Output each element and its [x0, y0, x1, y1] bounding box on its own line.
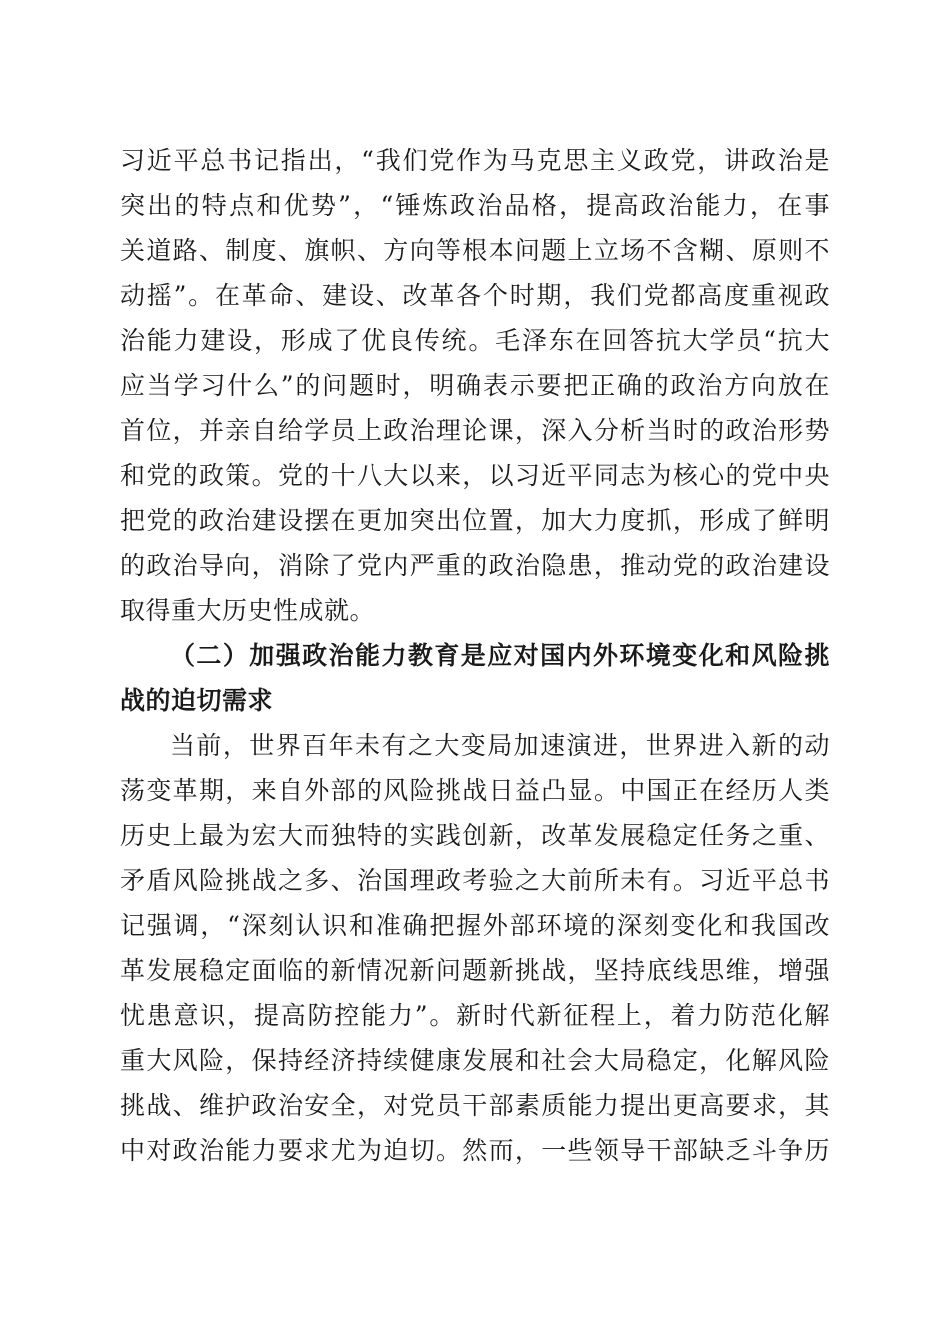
paragraph-1-line-6: 应当学习什么”的问题时，明确表示要把正确的政治方向放在	[120, 371, 830, 400]
paragraph-2-line-7: 忧患意识，提高防控能力”。新时代新征程上，着力防范化解	[120, 1001, 830, 1030]
paragraph-1-line-9: 把党的政治建设摆在更加突出位置，加大力度抓，形成了鲜明	[120, 506, 830, 535]
paragraph-1-line-5: 治能力建设，形成了优良传统。毛泽东在回答抗大学员“抗大	[120, 326, 830, 355]
paragraph-2-line-9: 挑战、维护政治安全，对党员干部素质能力提出更高要求，其	[120, 1091, 830, 1120]
paragraph-1-line-10: 的政治导向，消除了党内严重的政治隐患，推动党的政治建设	[120, 551, 830, 580]
paragraph-1-line-3: 关道路、制度、旗帜、方向等根本问题上立场不含糊、原则不	[120, 236, 830, 265]
paragraph-1-line-4: 动摇”。在革命、建设、改革各个时期，我们党都高度重视政	[120, 281, 830, 310]
paragraph-1-line-8: 和党的政策。党的十八大以来，以习近平同志为核心的党中央	[120, 461, 830, 490]
paragraph-2-line-10: 中对政治能力要求尤为迫切。然而，一些领导干部缺乏斗争历	[120, 1136, 830, 1165]
paragraph-2-line-1: 当前，世界百年未有之大变局加速演进，世界进入新的动	[170, 731, 830, 760]
paragraph-1-line-2: 突出的特点和优势”，“锤炼政治品格，提高政治能力，在事	[120, 191, 830, 220]
paragraph-2-line-8: 重大风险，保持经济持续健康发展和社会大局稳定，化解风险	[120, 1046, 830, 1075]
paragraph-1-line-11: 取得重大历史性成就。	[120, 596, 376, 625]
paragraph-1-line-7: 首位，并亲自给学员上政治理论课，深入分析当时的政治形势	[120, 416, 830, 445]
document-body	[120, 138, 830, 1178]
section-heading-line-2: 战的迫切需求	[120, 686, 274, 715]
paragraph-2-line-3: 历史上最为宏大而独特的实践创新，改革发展稳定任务之重、	[120, 821, 830, 850]
paragraph-2-line-2: 荡变革期，来自外部的风险挑战日益凸显。中国正在经历人类	[120, 776, 830, 805]
section-heading-line-1: （二）加强政治能力教育是应对国内外环境变化和风险挑	[170, 641, 830, 670]
paragraph-2-line-5: 记强调，“深刻认识和准确把握外部环境的深刻变化和我国改	[120, 911, 830, 940]
paragraph-2-line-6: 革发展稳定面临的新情况新问题新挑战，坚持底线思维，增强	[120, 956, 830, 985]
paragraph-2-line-4: 矛盾风险挑战之多、治国理政考验之大前所未有。习近平总书	[120, 866, 830, 895]
paragraph-1-line-1: 习近平总书记指出，“我们党作为马克思主义政党，讲政治是	[120, 146, 830, 175]
